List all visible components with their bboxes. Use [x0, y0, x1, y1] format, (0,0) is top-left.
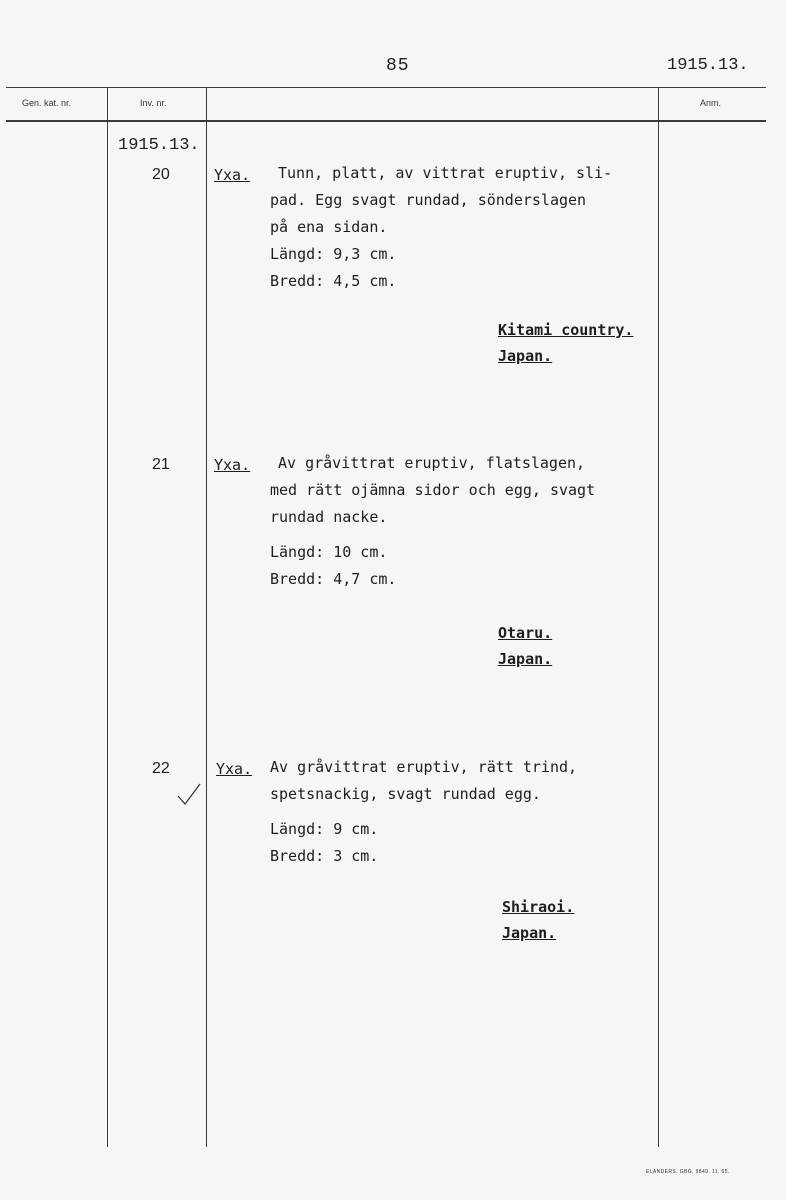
find-country: Japan.: [502, 924, 557, 942]
header-bottom-rule: [6, 120, 766, 122]
inventory-number: 21: [152, 456, 170, 473]
inventory-number: 20: [152, 166, 170, 183]
description-line: på ena sidan.: [270, 218, 388, 236]
page-number: 85: [386, 56, 410, 76]
width-measurement: Bredd: 4,5 cm.: [270, 272, 397, 290]
description-line: spetsnackig, svagt rundad egg.: [270, 785, 541, 803]
description-line: pad. Egg svagt rundad, sönderslagen: [270, 191, 587, 209]
entry-accession-prefix: 1915.13.: [118, 136, 200, 155]
description-line: Av gråvittrat eruptiv, rätt trind,: [270, 758, 578, 776]
width-measurement: Bredd: 3 cm.: [270, 847, 379, 865]
length-measurement: Längd: 10 cm.: [270, 543, 388, 561]
description-line: Av gråvittrat eruptiv, flatslagen,: [278, 454, 586, 472]
object-type: Yxa.: [216, 760, 253, 778]
accession-number-header: 1915.13.: [667, 56, 749, 75]
description-line: rundad nacke.: [270, 508, 388, 526]
column-divider-inv-desc: [206, 87, 207, 1147]
length-measurement: Längd: 9 cm.: [270, 820, 379, 838]
description-line: Tunn, platt, av vittrat eruptiv, sli-: [278, 164, 613, 182]
column-divider-gen-inv: [107, 87, 108, 1147]
find-country: Japan.: [498, 650, 553, 668]
find-country: Japan.: [498, 347, 553, 365]
description-line: med rätt ojämna sidor och egg, svagt: [270, 481, 596, 499]
width-measurement: Bredd: 4,7 cm.: [270, 570, 397, 588]
length-measurement: Längd: 9,3 cm.: [270, 245, 397, 263]
find-location: Shiraoi.: [502, 898, 575, 916]
find-location: Kitami country.: [498, 321, 634, 339]
column-divider-desc-anm: [658, 87, 659, 1147]
printer-mark: ELANDERS. GBG. 9849. 11. 65.: [646, 1169, 730, 1175]
inventory-number: 22: [152, 760, 170, 777]
find-location: Otaru.: [498, 624, 553, 642]
column-header-gen-kat: Gen. kat. nr.: [22, 98, 72, 108]
header-top-rule: [6, 87, 766, 88]
checkmark-icon: [176, 782, 204, 808]
column-header-anm: Anm.: [700, 98, 722, 108]
column-header-inv: Inv. nr.: [140, 98, 167, 108]
object-type: Yxa.: [214, 166, 251, 184]
object-type: Yxa.: [214, 456, 251, 474]
